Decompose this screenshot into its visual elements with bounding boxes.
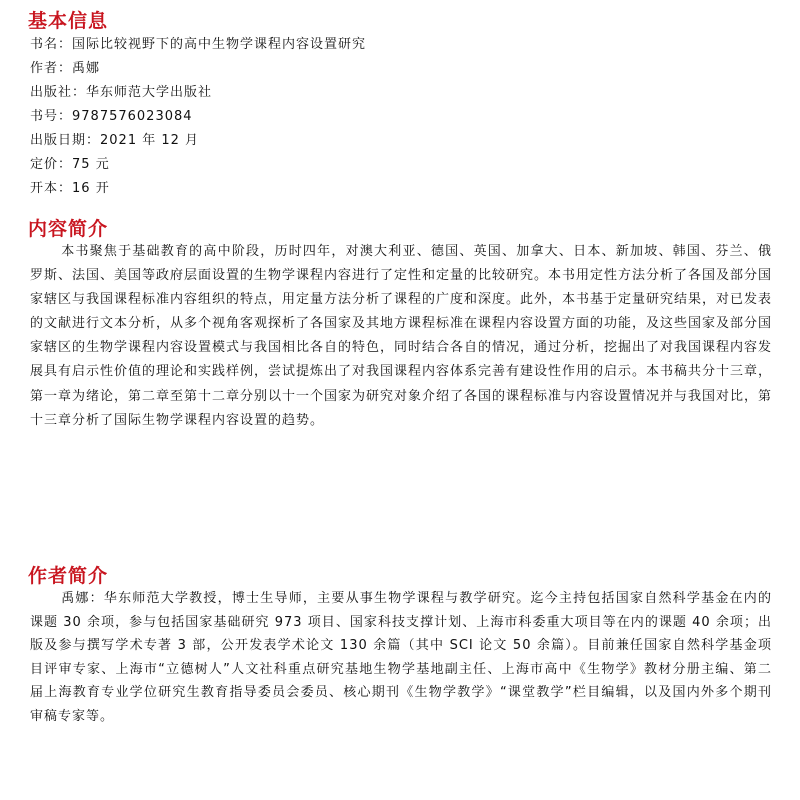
info-row-publisher [30,81,366,105]
info-row-author [30,57,366,81]
content-intro-heading: 内容简介 [28,218,109,240]
info-label-format: 开本： [30,181,73,196]
basic-info-list [30,33,366,201]
info-row-price [30,153,366,177]
author-intro-heading: 作者简介 [28,565,109,587]
info-value-author: 禹娜 [72,61,101,76]
info-value-title: 国际比较视野下的高中生物学课程内容设置研究 [72,37,367,52]
info-row-format [30,177,366,201]
basic-info-heading: 基本信息 [28,10,109,32]
content-intro-paragraph: 本书聚焦于基础教育的高中阶段，历时四年，对澳大利亚、德国、英国、加拿大、日本、新加坡、韩国、芬兰、俄罗斯、法国、美国等政府层面设置的生物学课程内容进行了定性和定量的比较研究。本书用定性方法分析了各国及部分国家辖区与我国课程标准内容组织的特点，用定量方法分析了课程的广度和深度。此外，本书基于定量研究结果，对已发表的文献进行文本分析，从多个视角客观探析了各国家及其地方课程标准在课程内容设置方面的功能，及这些国家及部分国家辖区的生物学课程内容设置模式与我国相比各自的特色，同时结合各自的情况，通过分析，挖掘出了对我国课程内容发展具有启示性价值的理论和实践样例，尝试提炼出了对我国课程内容体系完善有建设性作用的启示。本书稿共分十三章，第一章为绪论，第二章至第十二章分别以十一个国家为研究对象介绍了各国的课程标准与内容设置情况并与我国对比，第十三章分析了国际生物学课程内容设置的趋势。 [30,244,773,428]
info-row-pub-date [30,129,366,153]
info-row-isbn [30,105,366,129]
info-label-pub-date: 出版日期： [30,133,101,148]
info-value-isbn: 9787576023084 [72,109,193,124]
info-value-pub-date: 2021 年 12 月 [100,133,200,148]
info-label-publisher: 出版社： [30,85,87,100]
info-row-title [30,33,366,57]
info-value-price: 75 元 [72,157,110,172]
info-label-isbn: 书号： [30,109,73,124]
author-intro-paragraph: 禹娜：华东师范大学教授，博士生导师，主要从事生物学课程与教学研究。迄今主持包括国家自然科学基金在内的课题 30 余项，参与包括国家基础研究 973 项目、国家科技支撑计划、上海市科委重大项目等在内的课题 40 余项；出版及参与撰写学术专著 3 部，公开发表学术论文 130 余篇（其中 SCI 论文 50 余篇）。目前兼任国家自然科学基金项目评审专家、上海市“立德树人”人文社科重点研究基地生物学基地副主任、上海市高中《生物学》教材分册主编、第二届上海教育专业学位研究生教育指导委员会委员、核心期刊《生物学教学》“课堂教学”栏目编辑，以及国内外多个期刊审稿专家等。 [30,591,772,724]
info-label-price: 定价： [30,157,73,172]
info-value-format: 16 开 [72,181,110,196]
info-label-author: 作者： [30,61,73,76]
info-value-publisher: 华东师范大学出版社 [86,85,213,100]
info-label-title: 书名： [30,37,73,52]
